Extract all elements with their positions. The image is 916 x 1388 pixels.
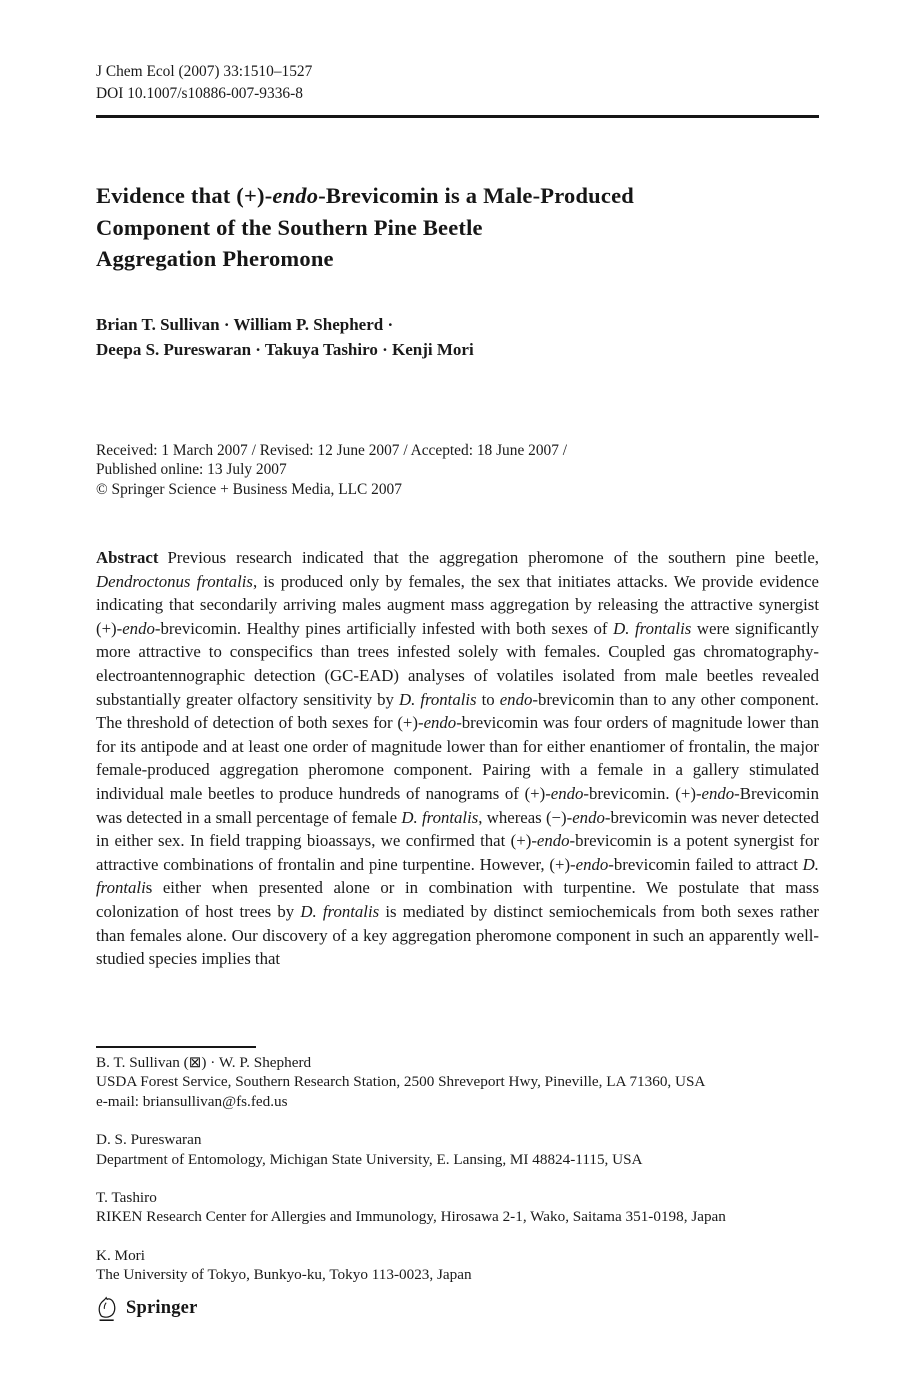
author-line-2: Deepa S. Pureswaran · Takuya Tashiro · Kenji Mori [96, 339, 474, 359]
author-list [96, 313, 474, 362]
footnote-author-name: D. S. Pureswaran [96, 1131, 202, 1149]
footnote-author-pureswaran [96, 1130, 819, 1169]
footnote-correspondence [96, 1053, 819, 1111]
journal-header [96, 61, 312, 104]
title-line-1: Evidence that (+)-endo-Brevicomin is a Male-Produced [96, 183, 634, 208]
footnote-author-mori [96, 1246, 819, 1285]
springer-knight-icon [96, 1294, 119, 1322]
header-rule [96, 115, 819, 118]
doi: DOI 10.1007/s10886-007-9336-8 [96, 84, 303, 102]
footnote-author-name: ) · W. P. Shepherd [201, 1054, 312, 1071]
footnote-author-name: T. Tashiro [96, 1189, 157, 1207]
corresponding-author-envelope-icon: ⊠ [188, 1054, 202, 1071]
footnote-author-name: B. T. Sullivan ( [96, 1054, 189, 1071]
footnote-email: e-mail: briansullivan@fs.fed.us [96, 1092, 288, 1110]
abstract-section [96, 546, 819, 971]
author-line-1: Brian T. Sullivan · William P. Shepherd · [96, 315, 394, 334]
title-line-3: Aggregation Pheromone [96, 246, 334, 271]
abstract-text: Previous research indicated that the aggregation pheromone of the southern pine beetle, Dendroctonus frontalis, is produced only by females, the sex that initiates attacks. We provide evidence indicating that secondarily arriving males augment mass aggregation by releasing the attractive synergist (+)-endo-brevicomin. Healthy pines artificially infested with both sexes of D. frontalis were significantly more attractive to conspecifics than trees infested solely with females. Coupled gas chromatography-electroantennographic detection (GC-EAD) analyses of volatiles isolated from male beetles revealed substantially greater olfactory sensitivity by D. frontalis to endo-brevicomin than to any other component. The threshold of detection of both sexes for (+)-endo-brevicomin was four orders of magnitude lower than for its antipode and at least one order of magnitude lower than for either enantiomer of frontalin, the major female-produced aggregation pheromone component. Pairing with a female in a gallery stimulated individual male beetles to produce hundreds of nanograms of (+)-endo-brevicomin. (+)-endo-Brevicomin was detected in a small percentage of female D. frontalis, whereas (−)-endo-brevicomin was never detected in either sex. In field trapping bioassays, we confirmed that (+)-endo-brevicomin is a potent synergist for attractive combinations of frontalin and pine turpentine. However, (+)-endo-brevicomin failed to attract D. frontalis either when presented alone or in combination with turpentine. We postulate that mass colonization of host trees by D. frontalis is mediated by distinct semiochemicals from both sexes rather than females alone. Our discovery of a key aggregation pheromone component in such an apparently well-studied species implies that [96, 548, 819, 969]
footnote-affiliation: Department of Entomology, Michigan State University, E. Lansing, MI 48824-1115, USA [96, 1150, 643, 1168]
footnote-authors-line [96, 1053, 819, 1072]
published-online-line: Published online: 13 July 2007 [96, 461, 287, 479]
footnote-affiliation: The University of Tokyo, Bunkyo-ku, Tokyo 113-0023, Japan [96, 1266, 472, 1284]
abstract-heading: Abstract [96, 548, 159, 567]
publisher-logo [96, 1294, 198, 1322]
footnote-author-tashiro [96, 1188, 819, 1227]
footnote-author-name: K. Mori [96, 1246, 145, 1264]
copyright-line: © Springer Science + Business Media, LLC 2007 [96, 480, 402, 498]
publisher-name: Springer [126, 1297, 198, 1318]
footnote-rule [96, 1046, 256, 1048]
footnotes [96, 1053, 819, 1304]
received-revised-accepted-line: Received: 1 March 2007 / Revised: 12 June 2007 / Accepted: 18 June 2007 / [96, 442, 568, 459]
article-history [96, 441, 567, 499]
article-title [96, 180, 634, 275]
title-line-2: Component of the Southern Pine Beetle [96, 214, 483, 240]
footnote-affiliation: RIKEN Research Center for Allergies and Immunology, Hirosawa 2-1, Wako, Saitama 351-0198, Japan [96, 1208, 726, 1226]
footnote-affiliation: USDA Forest Service, Southern Research Station, 2500 Shreveport Hwy, Pineville, LA 71360, USA [96, 1073, 706, 1091]
journal-reference: J Chem Ecol (2007) 33:1510–1527 [96, 63, 313, 80]
